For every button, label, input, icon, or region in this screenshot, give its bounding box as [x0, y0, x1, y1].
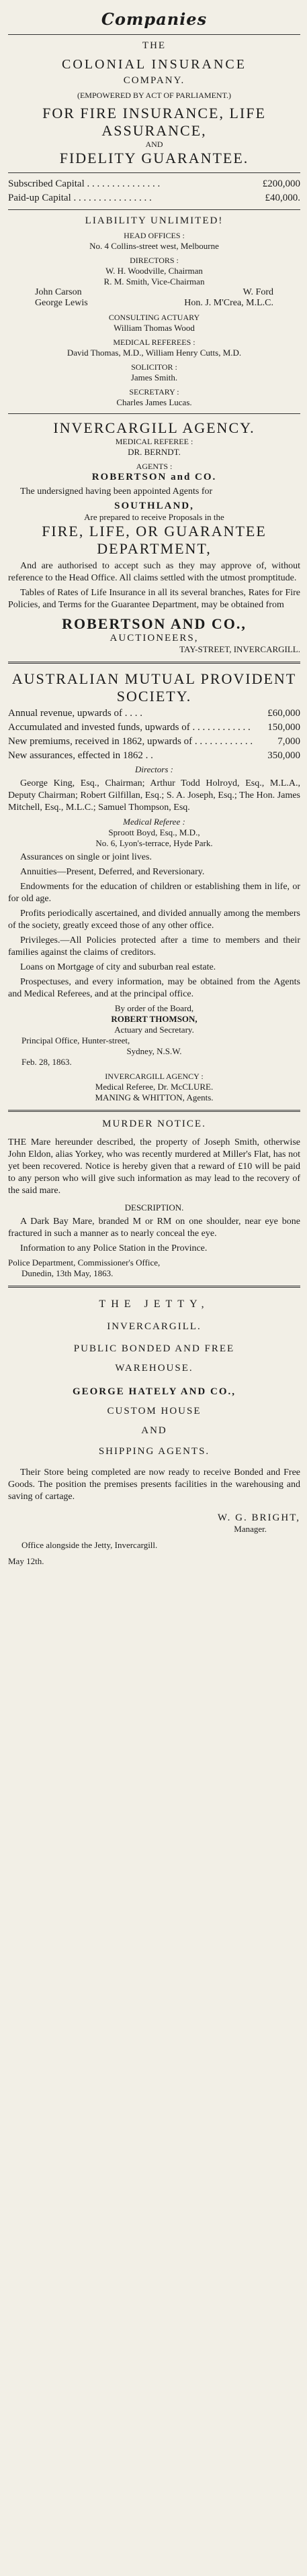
- jetty-ad: [8, 1298, 300, 1567]
- divider: [8, 662, 300, 664]
- jetty-line-7: AND: [141, 1425, 167, 1436]
- amp-med-1: Sproott Boyd, Esq., M.D.,: [108, 827, 200, 837]
- amp-order: By order of the Board,: [114, 1003, 194, 1013]
- new-prem-label: New premiums, received in 1862, upwards of . . . . . . . . . . . .: [8, 736, 253, 747]
- secretary: Charles James Lucas.: [116, 397, 192, 407]
- solicitor: James Smith.: [130, 372, 178, 382]
- actuary-label: CONSULTING ACTUARY: [108, 313, 200, 322]
- agents-name: ROBERTSON and CO.: [91, 472, 217, 482]
- paidup-capital-row: [8, 193, 300, 204]
- subscribed-capital-row: [8, 178, 300, 190]
- subscribed-label: Subscribed Capital . . . . . . . . . . . . . . .: [8, 178, 161, 189]
- amp-prospectuses: Prospectuses, and every information, may be obtained from the Agents and Medical Referees, and at the principal office.: [8, 977, 300, 999]
- murder-paragraph: THE Mare hereunder described, the property of Joseph Smith, otherwise John Eldon, alias Yorkey, who was recently murdered at Miller's Flat, has not yet been recovered. Notice is hereby given that a reward of £10 will be paid to any person who will give such information as may lead to the recovery of the said mare.: [8, 1137, 300, 1196]
- tay-street: TAY-STREET, INVERCARGILL.: [179, 644, 300, 654]
- robertson-name: ROBERTSON AND CO.,: [62, 615, 247, 632]
- jetty-date: May 12th.: [8, 1556, 44, 1566]
- agents-label: AGENTS :: [136, 462, 173, 471]
- amp-privileges: Privileges.—All Policies protected after a time to members and their families against the claims of creditors.: [8, 935, 300, 958]
- jetty-line-4: WAREHOUSE.: [115, 1363, 193, 1374]
- amp-title: AUSTRALIAN MUTUAL PROVIDENT: [11, 670, 297, 687]
- amp-agents: MANING & WHITTON, Agents.: [95, 1092, 214, 1102]
- director-4b: Hon. J. M'Crea, M.L.C.: [184, 298, 273, 308]
- new-assurances-row: [8, 750, 300, 762]
- jetty-manager: Manager.: [234, 1524, 267, 1534]
- murder-title: MURDER NOTICE.: [102, 1119, 206, 1129]
- director-3b: W. Ford: [243, 287, 273, 297]
- med-referee: DR. BERNDT.: [128, 447, 181, 457]
- annual-label: Annual revenue, upwards of . . . .: [8, 708, 142, 719]
- director-1: W. H. Woodville, Chairman: [105, 266, 203, 276]
- head-offices-label: HEAD OFFICES :: [124, 231, 185, 240]
- jetty-line-5: GEORGE HATELY AND CO.,: [72, 1386, 236, 1397]
- referees-label: MEDICAL REFEREES :: [113, 338, 195, 347]
- company-name-2: COMPANY.: [123, 75, 185, 86]
- amp-agency-label: INVERCARGILL AGENCY :: [105, 1072, 204, 1081]
- amp-sydney: Sydney, N.S.W.: [126, 1046, 182, 1056]
- fire-life-line: FIRE, LIFE, OR GUARANTEE: [42, 523, 267, 539]
- amp-actuary: Actuary and Secretary.: [114, 1025, 194, 1035]
- paragraph-proposals: Are prepared to receive Proposals in the: [84, 512, 224, 522]
- jetty-office: Office alongside the Jetty, Invercargill.: [21, 1540, 158, 1550]
- fidelity-line: FIDELITY GUARANTEE.: [59, 150, 249, 166]
- med-referee-label: MEDICAL REFEREE :: [115, 437, 193, 446]
- new-ass-value: 350,000: [267, 750, 300, 761]
- murder-description: A Dark Bay Mare, branded M or RM on one shoulder, near eye bone fractured in such a manner as to nearly conceal the eye.: [8, 1217, 300, 1239]
- and-line: AND: [145, 140, 163, 149]
- murder-notice: [8, 1119, 300, 1279]
- director-3a: John Carson: [35, 287, 82, 297]
- jetty-line-3: PUBLIC BONDED AND FREE: [73, 1343, 235, 1354]
- paragraph-authorised: And are authorised to accept such as they may approve of, without reference to the Head Office. All claims settled with the utmost promptitude.: [8, 561, 300, 583]
- amp-date: Feb. 28, 1863.: [21, 1057, 72, 1067]
- department-line: DEPARTMENT,: [97, 540, 212, 557]
- divider: [8, 413, 300, 414]
- amp-assurances: Assurances on single or joint lives.: [20, 852, 152, 862]
- directors-row-3: [8, 287, 300, 298]
- amp-med-2: No. 6, Lyon's-terrace, Hyde Park.: [95, 838, 213, 848]
- amp-med-label: Medical Referee :: [123, 817, 185, 827]
- murder-date: Dunedin, 13th May, 1863.: [21, 1268, 114, 1278]
- directors-label: DIRECTORS :: [130, 256, 179, 265]
- paragraph-tables: Tables of Rates of Life Insurance in all its several branches, Rates for Fire Policies, and Terms for the Guarantee Department, may be obtained from: [8, 588, 300, 610]
- divider: [8, 1286, 300, 1288]
- amp-title-2: SOCIETY.: [116, 688, 192, 705]
- jetty-paragraph: Their Store being completed are now ready to receive Bonded and Free Goods. The position the premises presents facilities in the warehousing and saving of cartage.: [8, 1467, 300, 1502]
- actuary-name: William Thomas Wood: [114, 323, 195, 333]
- jetty-line-2: INVERCARGILL.: [107, 1321, 202, 1332]
- new-prem-value: 7,000: [277, 736, 300, 747]
- paidup-value: £40,000.: [265, 193, 300, 203]
- divider: [8, 34, 300, 35]
- southland: SOUTHLAND,: [114, 501, 194, 511]
- amp-thomson: ROBERT THOMSON,: [111, 1014, 198, 1024]
- divider: [8, 1110, 300, 1112]
- amp-med-ref: Medical Referee, Dr. McCLURE.: [95, 1082, 214, 1092]
- director-4a: George Lewis: [35, 298, 88, 308]
- paidup-label: Paid-up Capital . . . . . . . . . . . . . . . .: [8, 193, 152, 203]
- agency-title: INVERCARGILL AGENCY.: [53, 419, 255, 436]
- section-heading: Companies: [101, 9, 208, 29]
- ad-the: THE: [142, 40, 167, 51]
- fire-insurance-line: FOR FIRE INSURANCE, LIFE: [42, 105, 266, 121]
- auctioneers: AUCTIONEERS,: [109, 633, 199, 643]
- paragraph-appointed: The undersigned having been appointed Agents for: [20, 486, 213, 497]
- solicitor-label: SOLICITOR :: [131, 362, 177, 372]
- colonial-insurance-ad: [8, 40, 300, 655]
- accum-label: Accumulated and invested funds, upwards of . . . . . . . . . . . .: [8, 722, 251, 733]
- jetty-line-8: SHIPPING AGENTS.: [98, 1446, 210, 1457]
- accum-value: 150,000: [267, 722, 300, 733]
- amp-society-ad: [8, 670, 300, 1103]
- amp-endowments: Endowments for the education of children or establishing them in life, or for old age.: [8, 882, 300, 904]
- amp-directors: George King, Esq., Chairman; Arthur Todd Holroyd, Esq., M.L.A., Deputy Chairman; Robert Gilfillan, Esq.; S. A. Joseph, Esq.; The Hon. James Mitchell, Esq., M.L.C.; Samuel Thompson, Esq.: [8, 778, 300, 813]
- head-offices: No. 4 Collins-street west, Melbourne: [89, 241, 219, 251]
- amp-loans: Loans on Mortgage of city and suburban real estate.: [20, 962, 216, 972]
- accumulated-row: [8, 722, 300, 733]
- liability-line: LIABILITY UNLIMITED!: [85, 215, 224, 226]
- secretary-label: SECRETARY :: [129, 387, 179, 397]
- new-premiums-row: [8, 736, 300, 748]
- jetty-line-1: THE JETTY,: [99, 1298, 210, 1310]
- jetty-line-6: CUSTOM HOUSE: [107, 1406, 202, 1416]
- directors-row-4: [8, 298, 300, 309]
- new-ass-label: New assurances, effected in 1862 . .: [8, 750, 153, 761]
- amp-profits: Profits periodically ascertained, and divided annually among the members of the society, greatly exceed those of any other office.: [8, 909, 300, 931]
- divider: [8, 172, 300, 173]
- annual-revenue-row: [8, 708, 300, 719]
- director-2: R. M. Smith, Vice-Chairman: [103, 276, 205, 287]
- amp-annuities: Annuities—Present, Deferred, and Reversionary.: [20, 867, 205, 877]
- annual-value: £60,000: [267, 708, 300, 719]
- murder-info: Information to any Police Station in the Province.: [20, 1243, 208, 1253]
- murder-desc-label: DESCRIPTION.: [124, 1202, 184, 1213]
- divider: [8, 209, 300, 210]
- referees: David Thomas, M.D., William Henry Cutts, M.D.: [67, 348, 242, 358]
- subscribed-value: £200,000: [262, 178, 300, 189]
- company-name: COLONIAL INSURANCE: [62, 57, 247, 72]
- amp-directors-label: Directors :: [135, 764, 173, 774]
- amp-principal: Principal Office, Hunter-street,: [21, 1035, 130, 1045]
- empowered-line: (EMPOWERED BY ACT OF PARLIAMENT.): [77, 91, 231, 100]
- assurance-line: ASSURANCE,: [101, 122, 207, 139]
- jetty-bright: W. G. BRIGHT,: [217, 1512, 300, 1523]
- murder-office: Police Department, Commissioner's Office,: [8, 1257, 161, 1268]
